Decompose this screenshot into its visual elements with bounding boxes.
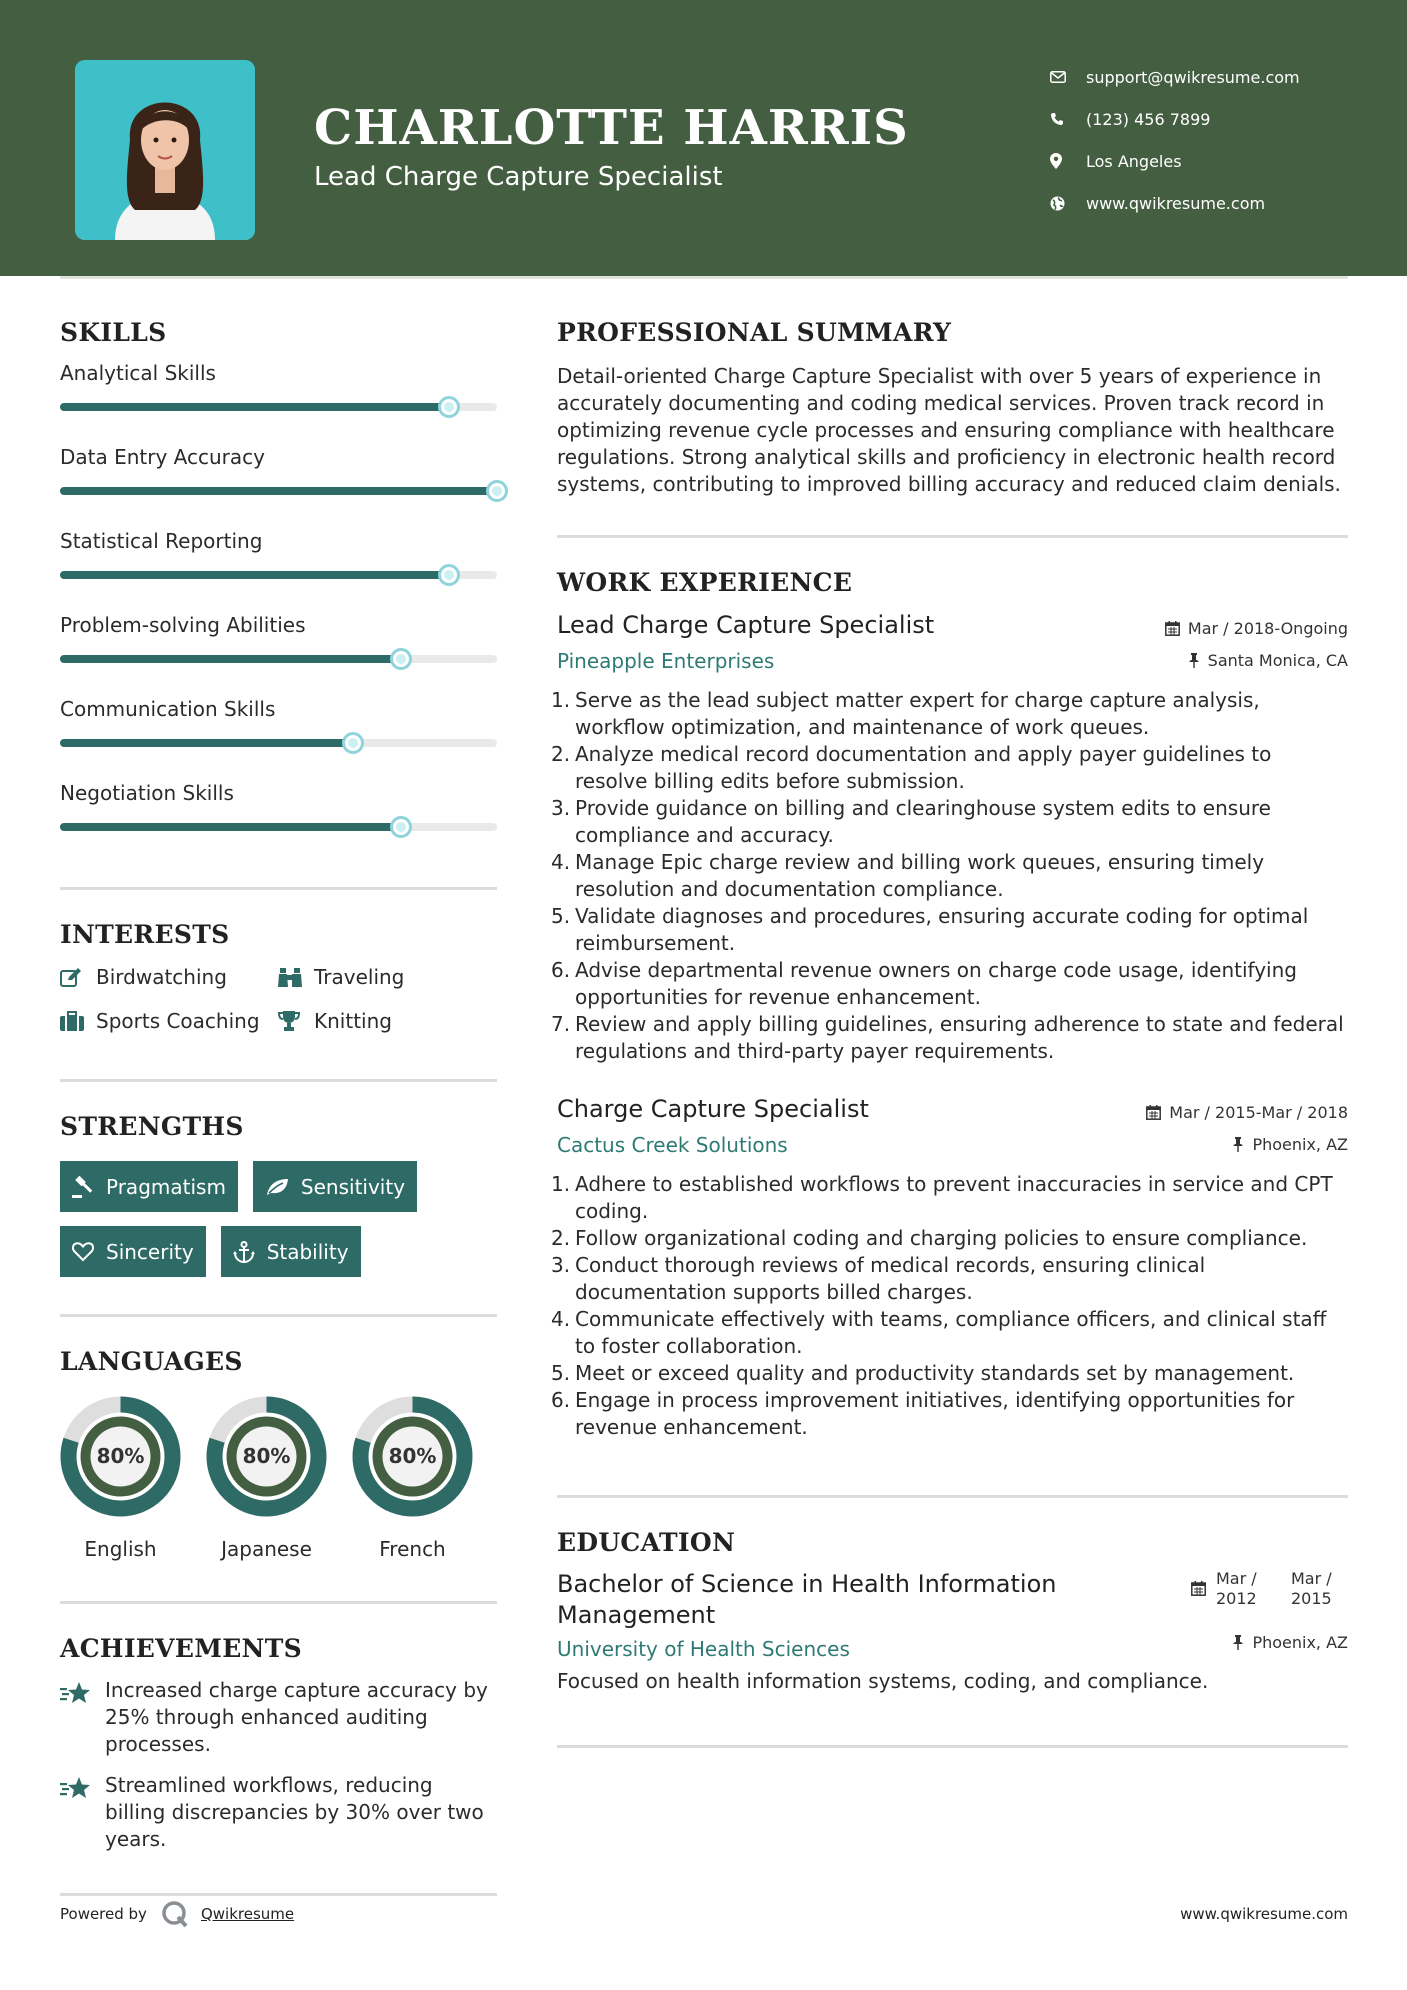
strengths-heading: STRENGTHS [60, 1112, 244, 1141]
skill-bar-knob [390, 816, 412, 838]
skill-bar-fill [60, 487, 497, 495]
skill-item [60, 613, 497, 663]
strength-tag [60, 1226, 206, 1277]
interest-item [60, 1009, 278, 1033]
experience-heading: WORK EXPERIENCE [557, 568, 853, 597]
achievement-item [60, 1772, 497, 1853]
language-name: French [379, 1537, 446, 1561]
list-item-text: Manage Epic charge review and billing work queues, ensuring timely resolution and documentation compliance. [575, 850, 1265, 901]
skill-bar-knob [438, 396, 460, 418]
job-title: Lead Charge Capture Specialist [557, 611, 935, 639]
skill-bar-fill [60, 571, 449, 579]
education-dates [1191, 1569, 1348, 1609]
skill-bar [60, 739, 497, 747]
interests-list [60, 965, 497, 1033]
contact-website-text: www.qwikresume.com [1086, 193, 1266, 213]
languages-list [60, 1396, 497, 1561]
summary-text: Detail-oriented Charge Capture Specialist with over 5 years of experience in accurately documenting and coding medical services. Proven track record in optimizing revenue cycle processes and ensuring compliance with healthcare regulations. Strong analytical skills and proficiency in electronic health record systems, contributing to improved billing accuracy and reduced claim denials. [557, 364, 1341, 496]
strength-label: Pragmatism [106, 1174, 226, 1199]
skill-bar [60, 823, 497, 831]
job-dates [1146, 1103, 1348, 1122]
section-divider [60, 1314, 497, 1317]
skill-item [60, 781, 497, 831]
section-divider [557, 535, 1348, 538]
strength-label: Sincerity [106, 1239, 194, 1264]
list-item: 3. Conduct thorough reviews of medical records, ensuring clinical documentation supports billed charges. [557, 1252, 1348, 1306]
skill-item [60, 529, 497, 579]
interest-label: Sports Coaching [96, 1009, 260, 1033]
star-list-icon [60, 1772, 105, 1853]
briefcase-icon [60, 1011, 96, 1031]
list-item-text: Advise departmental revenue owners on charge code usage, identifying opportunities for revenue enhancement. [575, 958, 1297, 1009]
job-location [1188, 651, 1348, 670]
trophy-icon [278, 1011, 314, 1031]
list-item-text: Meet or exceed quality and productivity standards set by management. [575, 1361, 1295, 1385]
achievement-text: Increased charge capture accuracy by 25% through enhanced auditing processes. [105, 1678, 488, 1756]
leaf-icon [265, 1178, 289, 1196]
skill-bar [60, 403, 497, 411]
skill-name: Analytical Skills [60, 361, 216, 385]
list-item: 6. Advise departmental revenue owners on charge code usage, identifying opportunities for revenue enhancement. [557, 957, 1348, 1011]
contact-website[interactable] [1050, 182, 1300, 224]
footer-powered-by [60, 1900, 294, 1928]
interest-label: Traveling [314, 965, 405, 989]
language-name: English [84, 1537, 157, 1561]
strength-tag [221, 1226, 361, 1277]
language-percent: 80% [242, 1444, 291, 1468]
list-item-text: Follow organizational coding and charging policies to ensure compliance. [575, 1226, 1308, 1250]
list-item: 2. Follow organizational coding and charging policies to ensure compliance. [551, 1226, 1308, 1250]
heart-icon [72, 1242, 94, 1262]
strength-label: Stability [266, 1239, 349, 1264]
achievement-text: Streamlined workflows, reducing billing discrepancies by 30% over two years. [105, 1773, 484, 1851]
language-item [60, 1396, 181, 1561]
phone-icon [1050, 112, 1086, 126]
section-divider [557, 1745, 1348, 1748]
skill-name: Problem-solving Abilities [60, 613, 306, 637]
header-divider [60, 276, 1348, 279]
language-percent: 80% [388, 1444, 437, 1468]
pin-icon [1232, 1635, 1244, 1650]
skill-name: Statistical Reporting [60, 529, 263, 553]
globe-icon [1050, 196, 1086, 211]
skill-bar [60, 487, 497, 495]
skill-name: Communication Skills [60, 697, 276, 721]
header-banner [0, 0, 1407, 276]
skill-bar-knob [390, 648, 412, 670]
responsibility-list [551, 1171, 1348, 1441]
job-dates [1165, 619, 1348, 638]
skill-bar [60, 571, 497, 579]
language-donut [60, 1396, 181, 1517]
education-location [1232, 1633, 1348, 1652]
language-percent: 80% [96, 1444, 145, 1468]
section-divider [60, 1893, 497, 1896]
skill-bar-fill [60, 823, 401, 831]
section-divider [60, 1601, 497, 1604]
language-item [206, 1396, 327, 1561]
interest-label: Birdwatching [96, 965, 227, 989]
candidate-title: Lead Charge Capture Specialist [314, 162, 723, 192]
list-item: 6. Engage in process improvement initiatives, identifying opportunities for revenue enhancement. [557, 1387, 1348, 1441]
list-item: 4. Manage Epic charge review and billing work queues, ensuring timely resolution and documentation compliance. [557, 849, 1348, 903]
job-location-text: Phoenix, AZ [1252, 1135, 1348, 1154]
envelope-icon [1050, 71, 1086, 83]
strengths-list [60, 1161, 460, 1277]
list-item: 1. Adhere to established workflows to prevent inaccuracies in service and CPT coding. [557, 1171, 1348, 1225]
skill-bar [60, 655, 497, 663]
company-name: Pineapple Enterprises [557, 649, 775, 673]
education-description: Focused on health information systems, coding, and compliance. [557, 1669, 1209, 1693]
section-divider [557, 1495, 1348, 1498]
list-item: 1. Serve as the lead subject matter expert for charge capture analysis, workflow optimization, and maintenance of work queues. [557, 687, 1348, 741]
qwikresume-link[interactable]: Qwikresume [200, 1905, 295, 1923]
education-end-year: 2015 [1291, 1589, 1332, 1608]
contact-email[interactable] [1050, 56, 1300, 98]
skill-bar-fill [60, 403, 449, 411]
calendar-icon [1191, 1581, 1206, 1596]
list-item-text: Engage in process improvement initiatives, identifying opportunities for revenue enhancement. [575, 1388, 1295, 1439]
language-donut [352, 1396, 473, 1517]
skills-heading: SKILLS [60, 318, 167, 347]
section-divider [60, 1079, 497, 1082]
pencil-icon [60, 967, 96, 987]
languages-heading: LANGUAGES [60, 1347, 243, 1376]
degree-line-1: Bachelor of Science in Health Information [557, 1570, 1057, 1598]
summary-heading: PROFESSIONAL SUMMARY [557, 318, 952, 347]
section-divider [60, 887, 497, 890]
strength-label: Sensitivity [300, 1174, 406, 1199]
skill-item [60, 697, 497, 747]
skills-list [60, 361, 497, 831]
company-name: Cactus Creek Solutions [557, 1133, 788, 1157]
education-entry [557, 1569, 1348, 1693]
job-location [1232, 1135, 1348, 1154]
education-start [1216, 1569, 1291, 1609]
education-heading: EDUCATION [557, 1528, 736, 1557]
skill-bar-knob [342, 732, 364, 754]
contact-email-text: support@qwikresume.com [1086, 67, 1300, 87]
strength-tag [60, 1161, 238, 1212]
skill-bar-fill [60, 655, 401, 663]
list-item: 7. Review and apply billing guidelines, ensuring adherence to state and federal regulations and third-party payer requirements. [557, 1011, 1348, 1065]
skill-item [60, 445, 497, 495]
interests-heading: INTERESTS [60, 920, 230, 949]
achievements-heading: ACHIEVEMENTS [60, 1634, 302, 1663]
map-pin-icon [1050, 153, 1086, 169]
list-item-text: Analyze medical record documentation and apply payer guidelines to resolve billing edits before submission. [575, 742, 1272, 793]
contact-phone-text: (123) 456 7899 [1086, 109, 1211, 129]
star-list-icon [60, 1677, 105, 1758]
profile-photo [75, 60, 255, 240]
calendar-icon [1146, 1105, 1161, 1120]
list-item: 5. Validate diagnoses and procedures, ensuring accurate coding for optimal reimbursement. [557, 903, 1348, 957]
contact-list [1050, 56, 1300, 224]
anchor-icon [233, 1241, 255, 1263]
qwikresume-logo-icon [161, 1900, 189, 1928]
list-item-text: Conduct thorough reviews of medical records, ensuring clinical documentation supports billed charges. [575, 1253, 1206, 1304]
list-item-text: Review and apply billing guidelines, ensuring adherence to state and federal regulations and third-party payer requirements. [575, 1012, 1344, 1063]
skill-item [60, 361, 497, 411]
language-donut [206, 1396, 327, 1517]
footer-url[interactable]: www.qwikresume.com [1180, 1905, 1348, 1923]
strength-tag [253, 1161, 417, 1212]
contact-phone[interactable] [1050, 98, 1300, 140]
interest-item [278, 1009, 478, 1033]
job-entry [551, 1095, 1348, 1441]
list-item: 4. Communicate effectively with teams, compliance officers, and clinical staff to foster collaboration. [557, 1306, 1348, 1360]
language-name: Japanese [221, 1537, 312, 1561]
list-item-text: Communicate effectively with teams, compliance officers, and clinical staff to foster collaboration. [575, 1307, 1327, 1358]
gavel-icon [72, 1176, 94, 1198]
list-item-text: Adhere to established workflows to prevent inaccuracies in service and CPT coding. [575, 1172, 1333, 1223]
candidate-name: CHARLOTTE HARRIS [314, 100, 909, 156]
contact-location [1050, 140, 1300, 182]
skill-name: Data Entry Accuracy [60, 445, 265, 469]
skill-bar-knob [486, 480, 508, 502]
left-column [60, 318, 497, 1896]
powered-by-label: Powered by [60, 1905, 147, 1923]
language-item [352, 1396, 473, 1561]
job-title: Charge Capture Specialist [557, 1095, 869, 1123]
right-column [551, 318, 1348, 1748]
skill-bar-fill [60, 739, 353, 747]
responsibility-list [551, 687, 1348, 1065]
list-item: 3. Provide guidance on billing and clearinghouse system edits to ensure compliance and accuracy. [557, 795, 1348, 849]
list-item: 2. Analyze medical record documentation and apply payer guidelines to resolve billing edits before submission. [557, 741, 1348, 795]
binoculars-icon [278, 967, 314, 987]
education-start-year: 2012 [1216, 1589, 1257, 1608]
pin-icon [1188, 653, 1200, 668]
education-start-month: Mar / [1216, 1569, 1257, 1588]
interest-item [278, 965, 478, 989]
list-item: 5. Meet or exceed quality and productivity standards set by management. [551, 1361, 1295, 1385]
calendar-icon [1165, 621, 1180, 636]
skill-name: Negotiation Skills [60, 781, 234, 805]
school-name: University of Health Sciences [557, 1637, 850, 1661]
pin-icon [1232, 1137, 1244, 1152]
interest-label: Knitting [314, 1009, 392, 1033]
job-dates-text: Mar / 2018-Ongoing [1187, 619, 1348, 638]
education-location-text: Phoenix, AZ [1252, 1633, 1348, 1652]
education-end [1291, 1569, 1348, 1609]
skill-bar-knob [438, 564, 460, 586]
interest-item [60, 965, 278, 989]
job-location-text: Santa Monica, CA [1207, 651, 1348, 670]
job-entry [551, 611, 1348, 1065]
contact-location-text: Los Angeles [1086, 151, 1182, 171]
achievement-item [60, 1677, 497, 1758]
list-item-text: Provide guidance on billing and clearinghouse system edits to ensure compliance and accuracy. [575, 796, 1271, 847]
achievements-list [60, 1677, 497, 1853]
degree-line-2: Management [557, 1601, 716, 1629]
job-dates-text: Mar / 2015-Mar / 2018 [1169, 1103, 1348, 1122]
list-item-text: Serve as the lead subject matter expert for charge capture analysis, workflow optimization, and maintenance of work queues. [575, 688, 1260, 739]
education-end-month: Mar / [1291, 1569, 1332, 1588]
list-item-text: Validate diagnoses and procedures, ensuring accurate coding for optimal reimbursement. [575, 904, 1309, 955]
